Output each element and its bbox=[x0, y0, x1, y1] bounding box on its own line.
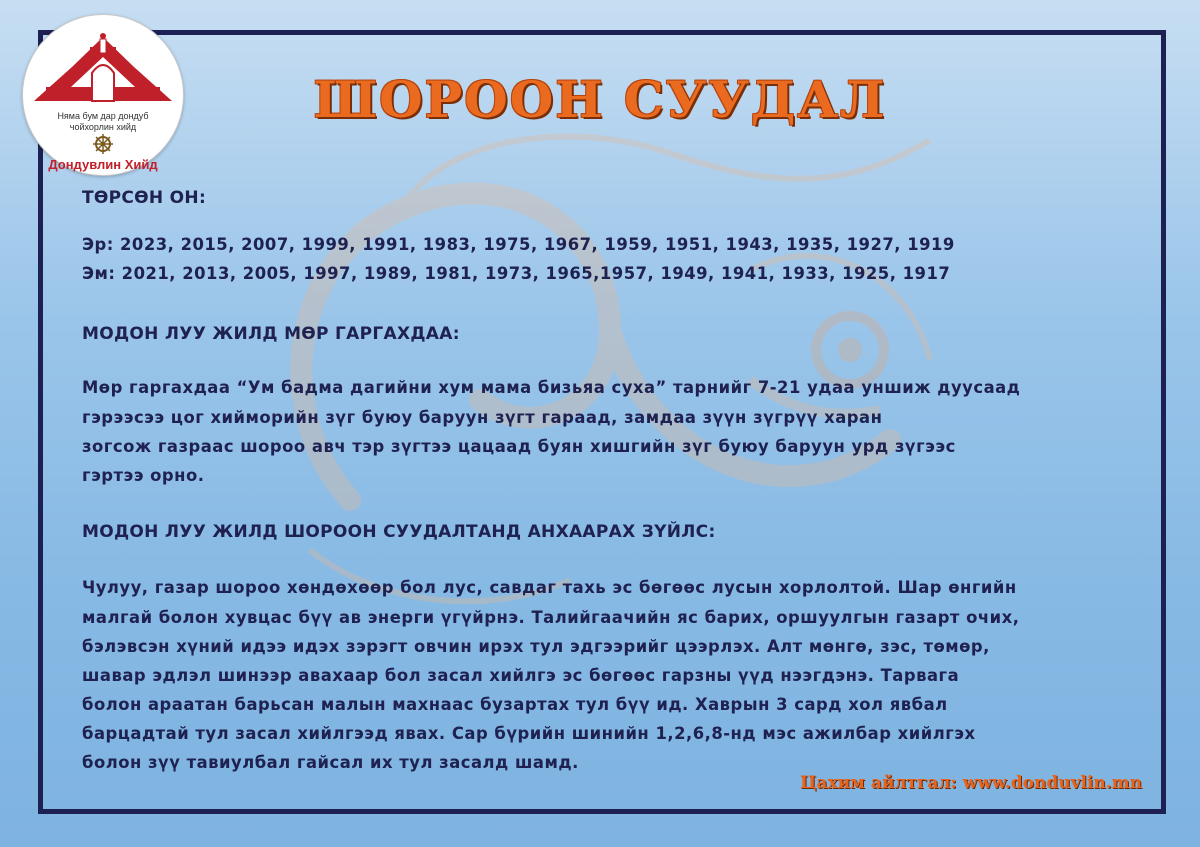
departure-heading: МОДОН ЛУУ ЖИЛД МӨР ГАРГАХДАА: bbox=[82, 324, 460, 344]
dragon-watermark bbox=[230, 80, 990, 640]
departure-line: гэртээ орно. bbox=[82, 466, 205, 485]
departure-line: Мөр гаргахдаа “Ум бадма дагийни хум мама бизьяа суха” тарнийг 7-21 удаа уншиж дуусаад bbox=[82, 378, 1021, 397]
monastery-logo bbox=[22, 14, 184, 176]
caution-line: болон араатан барьсан малын махнаас бузартах тул бүү ид. Хаврын 3 сард хол явбал bbox=[82, 695, 948, 714]
caution-line: Чулуу, газар шороо хөндөхөөр бол лус, савдаг тахь эс бөгөөс лусын хорлолтой. Шар өнгийн bbox=[82, 578, 1017, 597]
dharma-wheel-icon bbox=[92, 133, 114, 155]
caution-line: болон зүү тавиулбал гайсал их тул засалд шамд. bbox=[82, 753, 579, 772]
caution-line: барцадтай тул засал хийлгээд явах. Сар бүрийн шинийн 1,2,6,8-нд мэс ажилбар хийлгэх bbox=[82, 724, 976, 743]
logo-text-line-2: чойхорлин хийд bbox=[69, 122, 137, 132]
logo-monastery-name: Дондувлин Хийд bbox=[48, 157, 158, 172]
page-title: ШОРООН СУУДАЛ bbox=[313, 70, 887, 129]
caution-heading: МОДОН ЛУУ ЖИЛД ШОРООН СУУДАЛТАНД АНХААРАХ ЗҮЙЛС: bbox=[82, 522, 716, 542]
female-years-line: Эм: 2021, 2013, 2005, 1997, 1989, 1981, 1973, 1965,1957, 1949, 1941, 1933, 1925, 1917 bbox=[82, 264, 951, 283]
website-footer: Цахим айлтгал: www.donduvlin.mn bbox=[800, 773, 1142, 793]
caution-line: малгай болон хувцас бүү ав энерги үгүйрнэ. Талийгаачийн яс барих, оршуулгын газарт очих, bbox=[82, 608, 1020, 627]
departure-line: зогсож газраас шороо авч тэр зүгтээ цацаад буян хишгийн зүг буюу баруун урд зүгээс bbox=[82, 437, 956, 456]
departure-line: гэрээсээ цог хийморийн зүг буюу баруун зүгт гараад, замдаа зүүн зүгрүү харан bbox=[82, 408, 883, 427]
caution-line: бэлэвсэн хүний идээ идэх зэрэгт овчин ирэх тул эдгээрийг цээрлэх. Алт мөнгө, зэс, төмөр, bbox=[82, 637, 990, 656]
male-years-line: Эр: 2023, 2015, 2007, 1999, 1991, 1983, 1975, 1967, 1959, 1951, 1943, 1935, 1927, 1919 bbox=[82, 235, 955, 254]
stupa-logo-icon bbox=[32, 27, 174, 103]
caution-line: шавар эдлэл шинээр авахаар бол засал хийлгэ эс бөгөөс гарзны үүд нээгдэнэ. Тарвага bbox=[82, 666, 960, 685]
birth-years-heading: ТӨРСӨН ОН: bbox=[82, 188, 207, 208]
logo-text-line-1: Няма бум дар дондуб bbox=[57, 111, 149, 121]
